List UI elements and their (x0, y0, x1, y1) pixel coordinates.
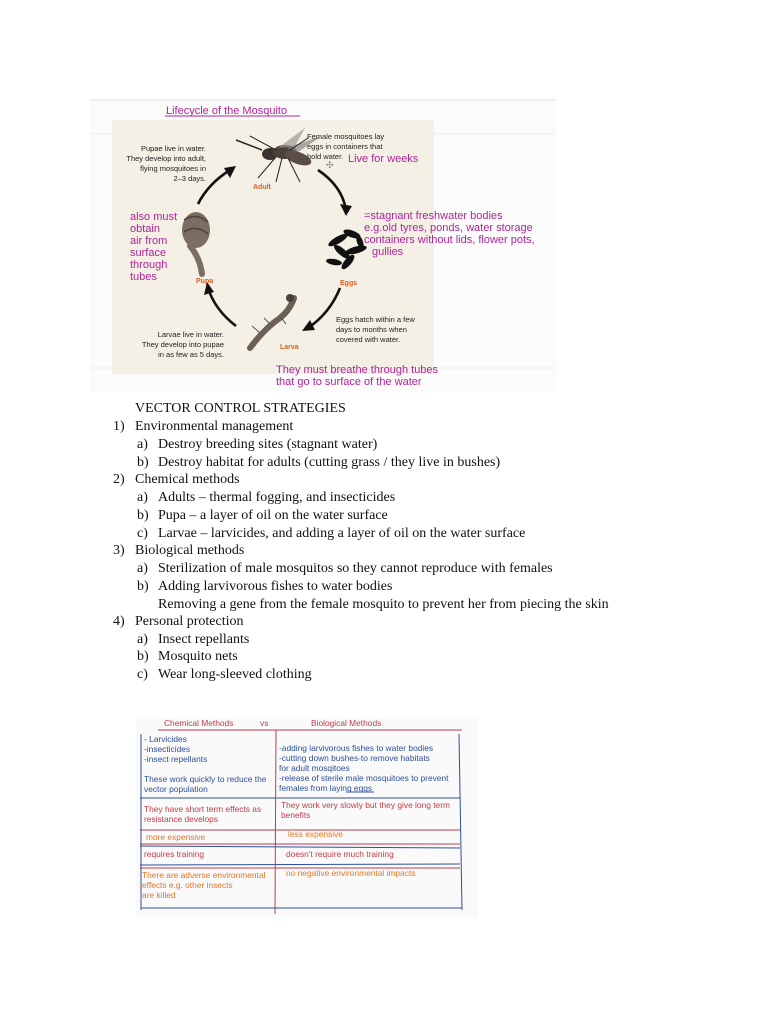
item-1b-mark: b) (137, 455, 149, 470)
row-1-left: - Larvicides -insecticides -insect repellants (144, 734, 208, 764)
row-6-right: no negative environmental impacts (286, 868, 416, 878)
stage-label-larva: Larva (280, 344, 299, 351)
header-chemical: Chemical Methods (164, 718, 234, 728)
svg-text:✣: ✣ (326, 160, 334, 170)
pupae-caption: Pupae live in water. They develop into adult, flying mosquitoes in 2–3 days. (126, 144, 206, 183)
lifecycle-title: Lifecycle of the Mosquito (166, 105, 288, 117)
item-1b-text: Destroy habitat for adults (cutting grass / they live in bushes) (158, 455, 501, 470)
row-1-right: -adding larvivorous fishes to water bodies -cutting down bushes-to remove habitats for adult mosqitoes -release of sterile male mosquitoes to prevent females from laying eggs (279, 743, 449, 793)
section-4-title: Personal protection (135, 614, 244, 629)
row-2-left: These work quickly to reduce the vector population (144, 774, 267, 794)
item-3b-text: Adding larvivorous fishes to water bodies (158, 579, 393, 594)
header-biological: Biological Methods (311, 718, 382, 728)
item-3c-text: Removing a gene from the female mosquito to prevent her from piecing the skin (158, 597, 609, 612)
note-live-for-weeks: Live for weeks (348, 153, 419, 165)
female-caption: Female mosquitoes lay eggs in containers that hold water. (307, 132, 385, 161)
stage-label-eggs: Eggs (340, 280, 358, 287)
eggs-caption: Eggs hatch within a few days to months when covered with water. (336, 315, 415, 344)
item-3b-mark: b) (137, 579, 149, 594)
section-3-title: Biological methods (135, 543, 245, 558)
item-4c-text: Wear long-sleeved clothing (158, 667, 312, 682)
section-2-num: 2) (113, 472, 125, 487)
item-4b-mark: b) (137, 649, 149, 664)
row-3-right: They work very slowly but they give long term benefits (281, 800, 450, 820)
item-1a-text: Destroy breeding sites (stagnant water) (158, 437, 378, 452)
item-4a-mark: a) (137, 632, 148, 647)
stage-label-adult: Adult (253, 184, 271, 191)
section-3-num: 3) (113, 543, 125, 558)
row-3-left: They have short term effects as resistance develops (144, 804, 262, 824)
note-pupa-air: also must obtain air from surface through tubes (130, 211, 178, 283)
item-2b-text: Pupa – a layer of oil on the water surface (158, 508, 388, 523)
row-5-right: doesn't require much training (286, 849, 394, 859)
row-6-left: There are adverse environmental effects e.g. other insects are killed (142, 870, 266, 900)
item-3a-text: Sterilization of male mosquitos so they cannot reproduce with females (158, 561, 553, 576)
item-4b-text: Mosquito nets (158, 649, 238, 664)
item-3a-mark: a) (137, 561, 148, 576)
item-2c-text: Larvae – larvicides, and adding a layer of oil on the water surface (158, 526, 526, 541)
section-1-num: 1) (113, 419, 125, 434)
row-4-right: less expensive (288, 829, 343, 839)
comparison-figure (136, 718, 478, 918)
note-larva-tubes: They must breathe through tubes that go to surface of the water (276, 364, 439, 388)
note-stagnant-water: =stagnant freshwater bodies e.g.old tyres, ponds, water storage containers without lids, flower pots, gullies (364, 210, 535, 258)
section-4-num: 4) (113, 614, 125, 629)
row-5-left: requires training (144, 849, 205, 859)
header-vs: vs (260, 718, 269, 728)
section-2-title: Chemical methods (135, 472, 240, 487)
item-4a-text: Insect repellants (158, 632, 250, 647)
section-heading: VECTOR CONTROL STRATEGIES (135, 401, 346, 416)
row-4-left: more expensive (146, 832, 206, 842)
lifecycle-figure (90, 98, 556, 392)
item-2b-mark: b) (137, 508, 149, 523)
item-2a-text: Adults – thermal fogging, and insecticides (158, 490, 396, 505)
section-1-title: Environmental management (135, 419, 294, 434)
item-4c-mark: c) (137, 667, 148, 682)
item-2a-mark: a) (137, 490, 148, 505)
larvae-caption: Larvae live in water. They develop into pupae in as few as 5 days. (141, 330, 224, 359)
item-1a-mark: a) (137, 437, 148, 452)
item-2c-mark: c) (137, 526, 148, 541)
stage-label-pupa: Pupa (196, 278, 214, 285)
